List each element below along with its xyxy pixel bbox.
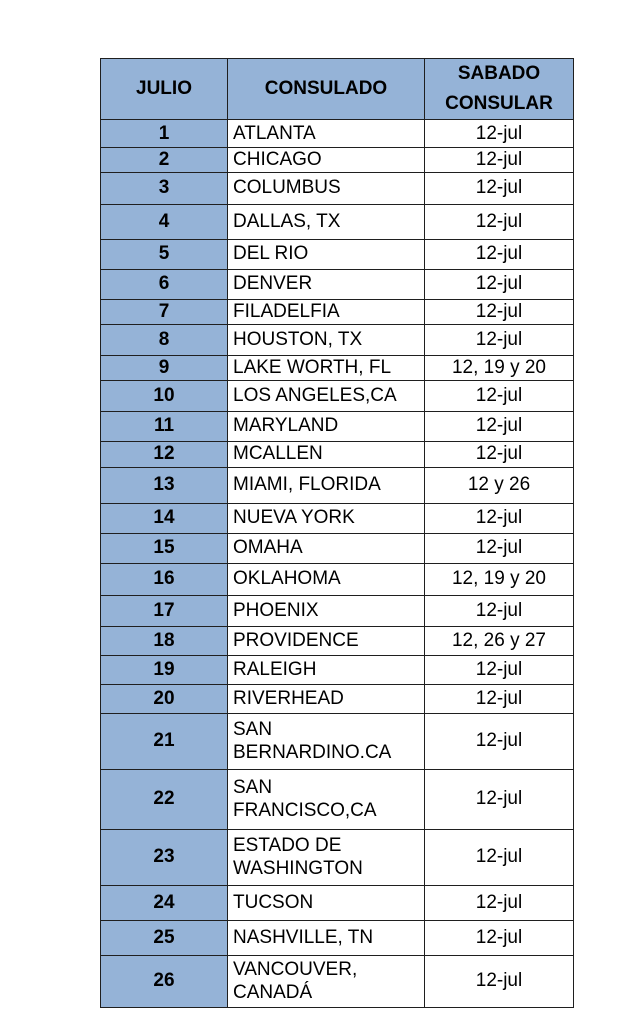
table-row xyxy=(101,172,574,204)
header-sabado-line2: CONSULAR xyxy=(445,93,553,114)
row-number: 6 xyxy=(101,269,228,299)
table-row xyxy=(101,533,574,563)
row-fecha: 12-jul xyxy=(425,148,574,173)
row-consulado: PROVIDENCE xyxy=(228,626,425,655)
row-number: 13 xyxy=(101,467,228,503)
row-number: 23 xyxy=(101,829,228,885)
table-row xyxy=(101,955,574,1007)
row-number: 14 xyxy=(101,503,228,533)
row-fecha: 12-jul xyxy=(425,829,574,885)
row-consulado: COLUMBUS xyxy=(228,172,425,204)
row-number: 21 xyxy=(101,713,228,769)
table-row xyxy=(101,441,574,467)
table-row xyxy=(101,467,574,503)
table-row xyxy=(101,655,574,684)
row-consulado: VANCOUVER, CANADÁ xyxy=(228,955,425,1007)
row-consulado: NASHVILLE, TN xyxy=(228,920,425,955)
table-row xyxy=(101,324,574,355)
row-number: 16 xyxy=(101,563,228,595)
header-sabado-line1: SABADO xyxy=(457,63,541,84)
row-fecha: 12-jul xyxy=(425,380,574,411)
row-fecha: 12-jul xyxy=(425,411,574,441)
consulates-table xyxy=(100,58,574,1008)
row-consulado: DALLAS, TX xyxy=(228,204,425,239)
row-consulado: RIVERHEAD xyxy=(228,684,425,713)
row-consulado: LOS ANGELES,CA xyxy=(228,380,425,411)
row-consulado: ESTADO DE WASHINGTON xyxy=(228,829,425,885)
row-consulado: MIAMI, FLORIDA xyxy=(228,467,425,503)
row-number: 4 xyxy=(101,204,228,239)
row-consulado: CHICAGO xyxy=(228,148,425,173)
row-fecha: 12-jul xyxy=(425,684,574,713)
row-number: 19 xyxy=(101,655,228,684)
row-consulado: FILADELFIA xyxy=(228,299,425,324)
row-fecha: 12-jul xyxy=(425,172,574,204)
table-row xyxy=(101,411,574,441)
row-fecha: 12, 26 y 27 xyxy=(425,626,574,655)
row-number: 5 xyxy=(101,239,228,269)
row-consulado: SAN BERNARDINO.CA xyxy=(228,713,425,769)
row-number: 18 xyxy=(101,626,228,655)
table-row xyxy=(101,120,574,148)
row-consulado: NUEVA YORK xyxy=(228,503,425,533)
row-number: 24 xyxy=(101,885,228,920)
table-row xyxy=(101,595,574,626)
row-fecha: 12-jul xyxy=(425,269,574,299)
table-row xyxy=(101,239,574,269)
row-fecha: 12-jul xyxy=(425,885,574,920)
row-fecha: 12-jul xyxy=(425,713,574,769)
row-fecha: 12, 19 y 20 xyxy=(425,563,574,595)
table-row xyxy=(101,920,574,955)
row-fecha: 12-jul xyxy=(425,920,574,955)
row-number: 12 xyxy=(101,441,228,467)
row-number: 17 xyxy=(101,595,228,626)
row-consulado: MCALLEN xyxy=(228,441,425,467)
table-body xyxy=(101,120,574,1008)
row-fecha: 12-jul xyxy=(425,955,574,1007)
table-header xyxy=(101,59,574,120)
row-consulado: OKLAHOMA xyxy=(228,563,425,595)
header-sabado-consular xyxy=(425,59,574,120)
row-consulado: MARYLAND xyxy=(228,411,425,441)
table-row xyxy=(101,684,574,713)
table-row xyxy=(101,563,574,595)
row-consulado: HOUSTON, TX xyxy=(228,324,425,355)
row-number: 20 xyxy=(101,684,228,713)
row-consulado: TUCSON xyxy=(228,885,425,920)
table-row xyxy=(101,885,574,920)
row-consulado: LAKE WORTH, FL xyxy=(228,355,425,380)
header-consulado: CONSULADO xyxy=(228,59,425,120)
row-consulado: ATLANTA xyxy=(228,120,425,148)
row-consulado: RALEIGH xyxy=(228,655,425,684)
table-row xyxy=(101,269,574,299)
row-consulado: OMAHA xyxy=(228,533,425,563)
row-number: 10 xyxy=(101,380,228,411)
table-row xyxy=(101,204,574,239)
row-fecha: 12-jul xyxy=(425,120,574,148)
row-number: 9 xyxy=(101,355,228,380)
row-number: 8 xyxy=(101,324,228,355)
row-fecha: 12-jul xyxy=(425,655,574,684)
row-fecha: 12 y 26 xyxy=(425,467,574,503)
row-consulado: PHOENIX xyxy=(228,595,425,626)
row-number: 15 xyxy=(101,533,228,563)
row-number: 11 xyxy=(101,411,228,441)
row-consulado: SAN FRANCISCO,CA xyxy=(228,769,425,829)
row-fecha: 12-jul xyxy=(425,324,574,355)
row-fecha: 12, 19 y 20 xyxy=(425,355,574,380)
header-row xyxy=(101,59,574,120)
table-row xyxy=(101,829,574,885)
row-fecha: 12-jul xyxy=(425,769,574,829)
row-number: 7 xyxy=(101,299,228,324)
table-row xyxy=(101,355,574,380)
row-number: 22 xyxy=(101,769,228,829)
row-consulado: DEL RIO xyxy=(228,239,425,269)
row-number: 26 xyxy=(101,955,228,1007)
row-number: 2 xyxy=(101,148,228,173)
row-fecha: 12-jul xyxy=(425,503,574,533)
table-row xyxy=(101,148,574,173)
row-fecha: 12-jul xyxy=(425,595,574,626)
row-fecha: 12-jul xyxy=(425,533,574,563)
header-julio: JULIO xyxy=(101,59,228,120)
row-fecha: 12-jul xyxy=(425,204,574,239)
table-row xyxy=(101,380,574,411)
row-fecha: 12-jul xyxy=(425,299,574,324)
row-consulado: DENVER xyxy=(228,269,425,299)
table-row xyxy=(101,626,574,655)
table-row xyxy=(101,769,574,829)
row-fecha: 12-jul xyxy=(425,239,574,269)
table-row xyxy=(101,299,574,324)
table-row xyxy=(101,713,574,769)
row-fecha: 12-jul xyxy=(425,441,574,467)
row-number: 25 xyxy=(101,920,228,955)
table-row xyxy=(101,503,574,533)
row-number: 3 xyxy=(101,172,228,204)
row-number: 1 xyxy=(101,120,228,148)
